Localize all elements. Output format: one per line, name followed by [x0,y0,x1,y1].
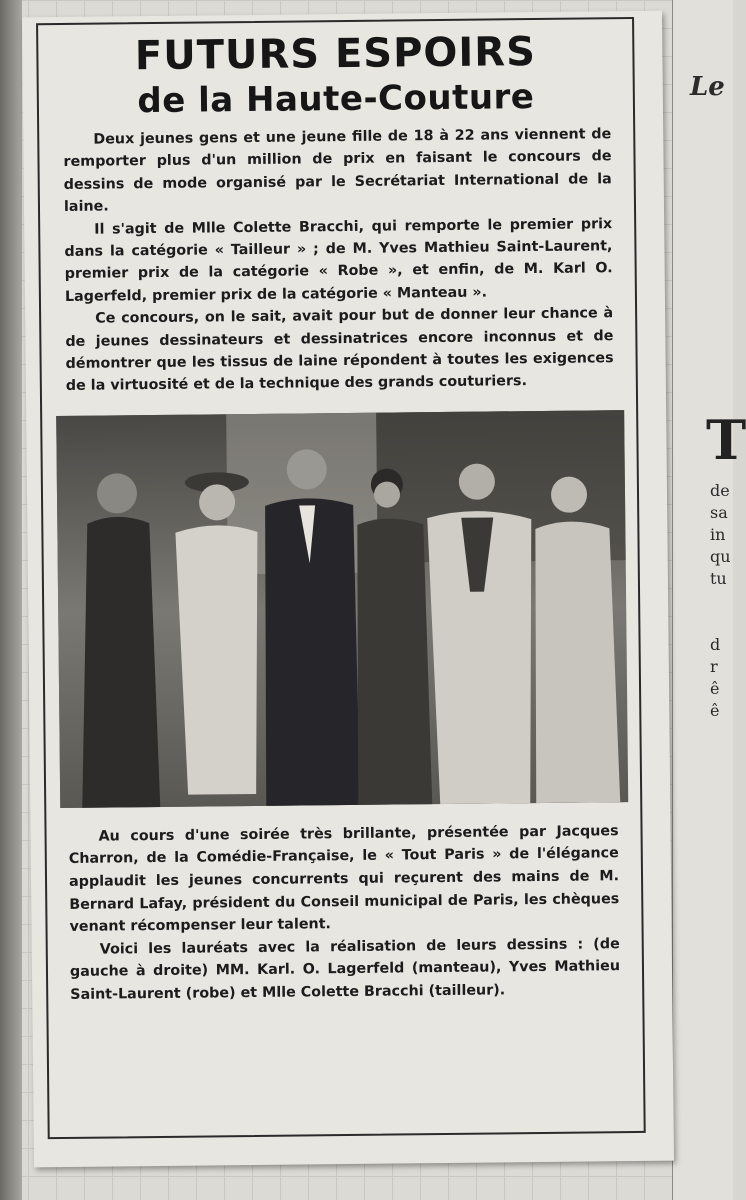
article-frame [36,17,646,1139]
adjacent-page-fragment: ê [710,679,720,698]
adjacent-page-fragment: de [710,481,730,500]
adjacent-page-fragment: sa [710,503,728,522]
article-body [63,123,614,398]
body-paragraph: Deux jeunes gens et une jeune fille de 18 à 22 ans viennent de remporter plus d'un million de prix en faisant le concours de dessins de mode organisé par le Secrétariat International de la laine. [63,126,612,216]
page-edge-shadow [0,0,22,1200]
adjacent-page-fragment: in [710,525,726,544]
headline-line-1: FUTURS ESPOIRS [134,29,537,80]
body-paragraph: Ce concours, on le sait, avait pour but de donner leur chance à de jeunes dessinateurs et dessinatrices encore inconnus et de démontrer que les tissus de laine répondent à toutes les exigences de la virtuosité et de la technique des grands couturiers. [65,305,614,395]
newspaper-clipping [22,11,674,1168]
adjacent-page-fragment: qu [710,547,731,566]
adjacent-page-fragment: r [710,657,718,676]
adjacent-page [672,0,733,1200]
caption-paragraph: Au cours d'une soirée très brillante, présentée par Jacques Charron, de la Comédie-Française, le « Tout Paris » de l'élégance applaudit les jeunes concurrents qui reçurent des mains de M. Bernard Lafay, président du Conseil municipal de Paris, les chèques venant récompenser leur talent. [68,823,620,936]
caption-paragraph: Voici les lauréats avec la réalisation de leurs dessins : (de gauche à droite) MM. Karl. O. Lagerfeld (manteau), Yves Mathieu Saint-Laurent (robe) et Mlle Colette Bracchi (tailleur). [69,936,621,1003]
person-figure [79,473,160,808]
adjacent-page-drop-cap: T [706,408,746,472]
body-paragraph: Il s'agit de Mlle Colette Bracchi, qui remporte le premier prix dans la catégorie « Tailleur » ; de M. Yves Mathieu Saint-Laurent, premier prix de la catégorie « Robe », et enfin, de M. Karl O. Lagerfeld, premier prix de la catégorie « Manteau ». [64,215,613,305]
adjacent-page-heading: Le [690,72,725,102]
article-headline [38,27,633,123]
adjacent-page-fragment: tu [710,569,727,588]
adjacent-page-fragment: d [710,635,721,654]
headline-line-2: de la Haute-Couture [137,77,535,122]
photo-illustration [56,410,628,808]
laureates-photo [56,410,624,808]
adjacent-page-fragment: ê [710,701,720,720]
photo-caption [68,820,620,1006]
